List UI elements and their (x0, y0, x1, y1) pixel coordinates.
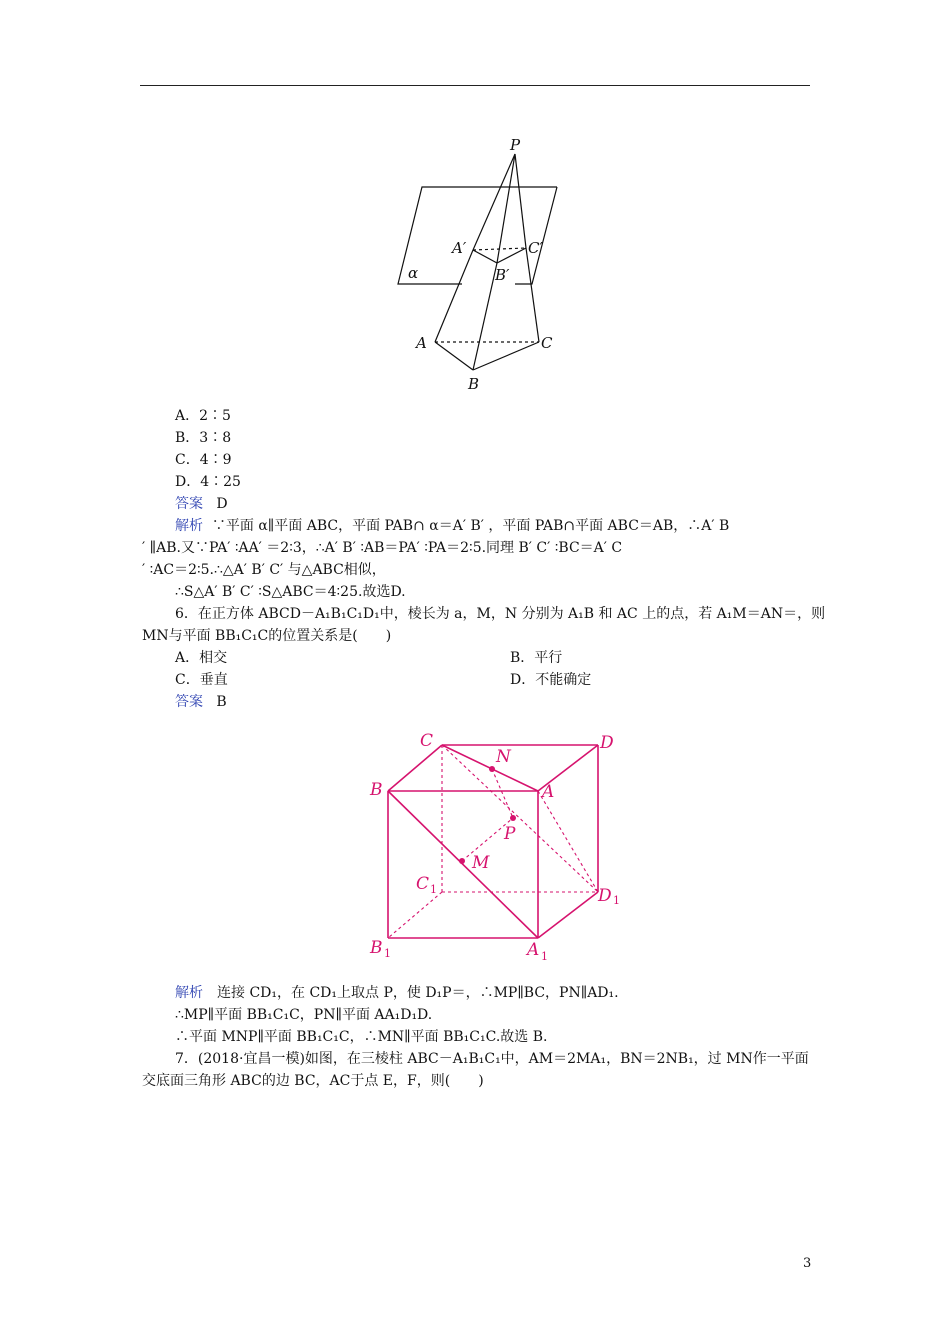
cube-label-A1: A (527, 940, 540, 960)
q5-option-b: B．3∶8 (175, 430, 232, 446)
label-alpha: α (408, 264, 419, 282)
q5-answer (175, 494, 228, 514)
cube-sub-A1: 1 (541, 950, 548, 963)
cube-label-N: N (496, 747, 511, 767)
point-N (489, 766, 495, 772)
q5-answer-label: 答案 (175, 496, 203, 512)
cube-sub-C1: 1 (430, 883, 437, 896)
q5-analysis-line-4: ∴S△A′ B′ C′ ∶S△ABC＝4∶25.故选D. (175, 584, 406, 600)
q6-option-d: D．不能确定 (510, 672, 592, 688)
cube-label-B1: B (370, 938, 383, 958)
cube-label-D1: D (598, 886, 612, 906)
q6-analysis-text-1: 连接 CD₁，在 CD₁上取点 P，使 D₁P＝，∴MP∥BC，PN∥AD₁. (203, 985, 619, 1001)
cube-figure (360, 715, 635, 973)
label-B-prime: B′ (495, 266, 510, 284)
label-A: A (416, 334, 427, 352)
label-P: P (510, 136, 521, 154)
cube-label-A: A (542, 782, 555, 802)
cube-sub-D1: 1 (613, 894, 620, 907)
cube-sub-B1: 1 (384, 947, 391, 960)
q5-analysis-label: 解析 (175, 518, 203, 534)
q6-stem-line-1: 6．在正方体 ABCD－A₁B₁C₁D₁中，棱长为 a，M，N 分别为 A₁B 和 AC 上的点，若 A₁M＝AN＝，则 (175, 606, 826, 622)
q5-analysis-line-3: ′ ∶AC＝2∶5.∴△A′ B′ C′ 与△ABC相似， (142, 562, 386, 578)
q6-stem-line-2: MN与平面 BB₁C₁C的位置关系是( ) (142, 628, 392, 644)
cube-label-C1: C (416, 874, 430, 894)
label-A-prime: A′ (452, 239, 467, 257)
point-M (459, 858, 465, 864)
q5-analysis-line-1 (175, 516, 729, 536)
pyramid-plane-figure (380, 122, 605, 405)
q6-option-a: A．相交 (175, 650, 228, 666)
q6-option-c: C．垂直 (175, 672, 228, 688)
label-B: B (468, 375, 480, 393)
q6-analysis-label: 解析 (175, 985, 203, 1001)
cube-label-M: M (472, 853, 490, 873)
cube-label-D: D (600, 733, 614, 753)
q5-option-a: A．2∶5 (175, 408, 231, 424)
page-number: 3 (803, 1256, 812, 1271)
q5-analysis-line-2: ′ ∥AB.又∵PA′ ∶AA′ ＝2∶3，∴A′ B′ ∶AB＝PA′ ∶PA＝2∶5.同理 B′ C′ ∶BC＝A′ C (142, 540, 623, 556)
cube-label-P: P (504, 824, 516, 844)
q6-option-b: B．平行 (510, 650, 563, 666)
q6-analysis-line-2: ∴MP∥平面 BB₁C₁C，PN∥平面 AA₁D₁D. (175, 1007, 433, 1023)
q5-analysis-text-1: ∵平面 α∥平面 ABC，平面 PAB∩ α＝A′ B′ ，平面 PAB∩平面 ABC＝AB，∴A′ B (211, 518, 730, 534)
cube-label-C: C (420, 731, 434, 751)
q5-option-d: D．4∶25 (175, 474, 241, 490)
q5-answer-value: D (216, 496, 228, 512)
q6-analysis-line-3: ∴平面 MNP∥平面 BB₁C₁C，∴MN∥平面 BB₁C₁C.故选 B. (175, 1029, 548, 1045)
label-C-prime: C′ (528, 239, 543, 257)
q7-line-1: 7．(2018·宜昌一模)如图，在三棱柱 ABC－A₁B₁C₁中，AM＝2MA₁，BN＝2NB₁，过 MN作一平面 (175, 1051, 809, 1067)
q6-answer (175, 692, 227, 712)
q5-option-c: C．4∶9 (175, 452, 232, 468)
header-rule (140, 85, 810, 86)
q7-line-2: 交底面三角形 ABC的边 BC，AC于点 E，F，则( ) (142, 1073, 484, 1089)
q6-answer-value: B (216, 694, 227, 710)
point-P (510, 815, 516, 821)
label-C: C (541, 334, 553, 352)
q6-analysis-line-1 (175, 983, 619, 1003)
q6-answer-label: 答案 (175, 694, 203, 710)
cube-label-B: B (370, 780, 383, 800)
